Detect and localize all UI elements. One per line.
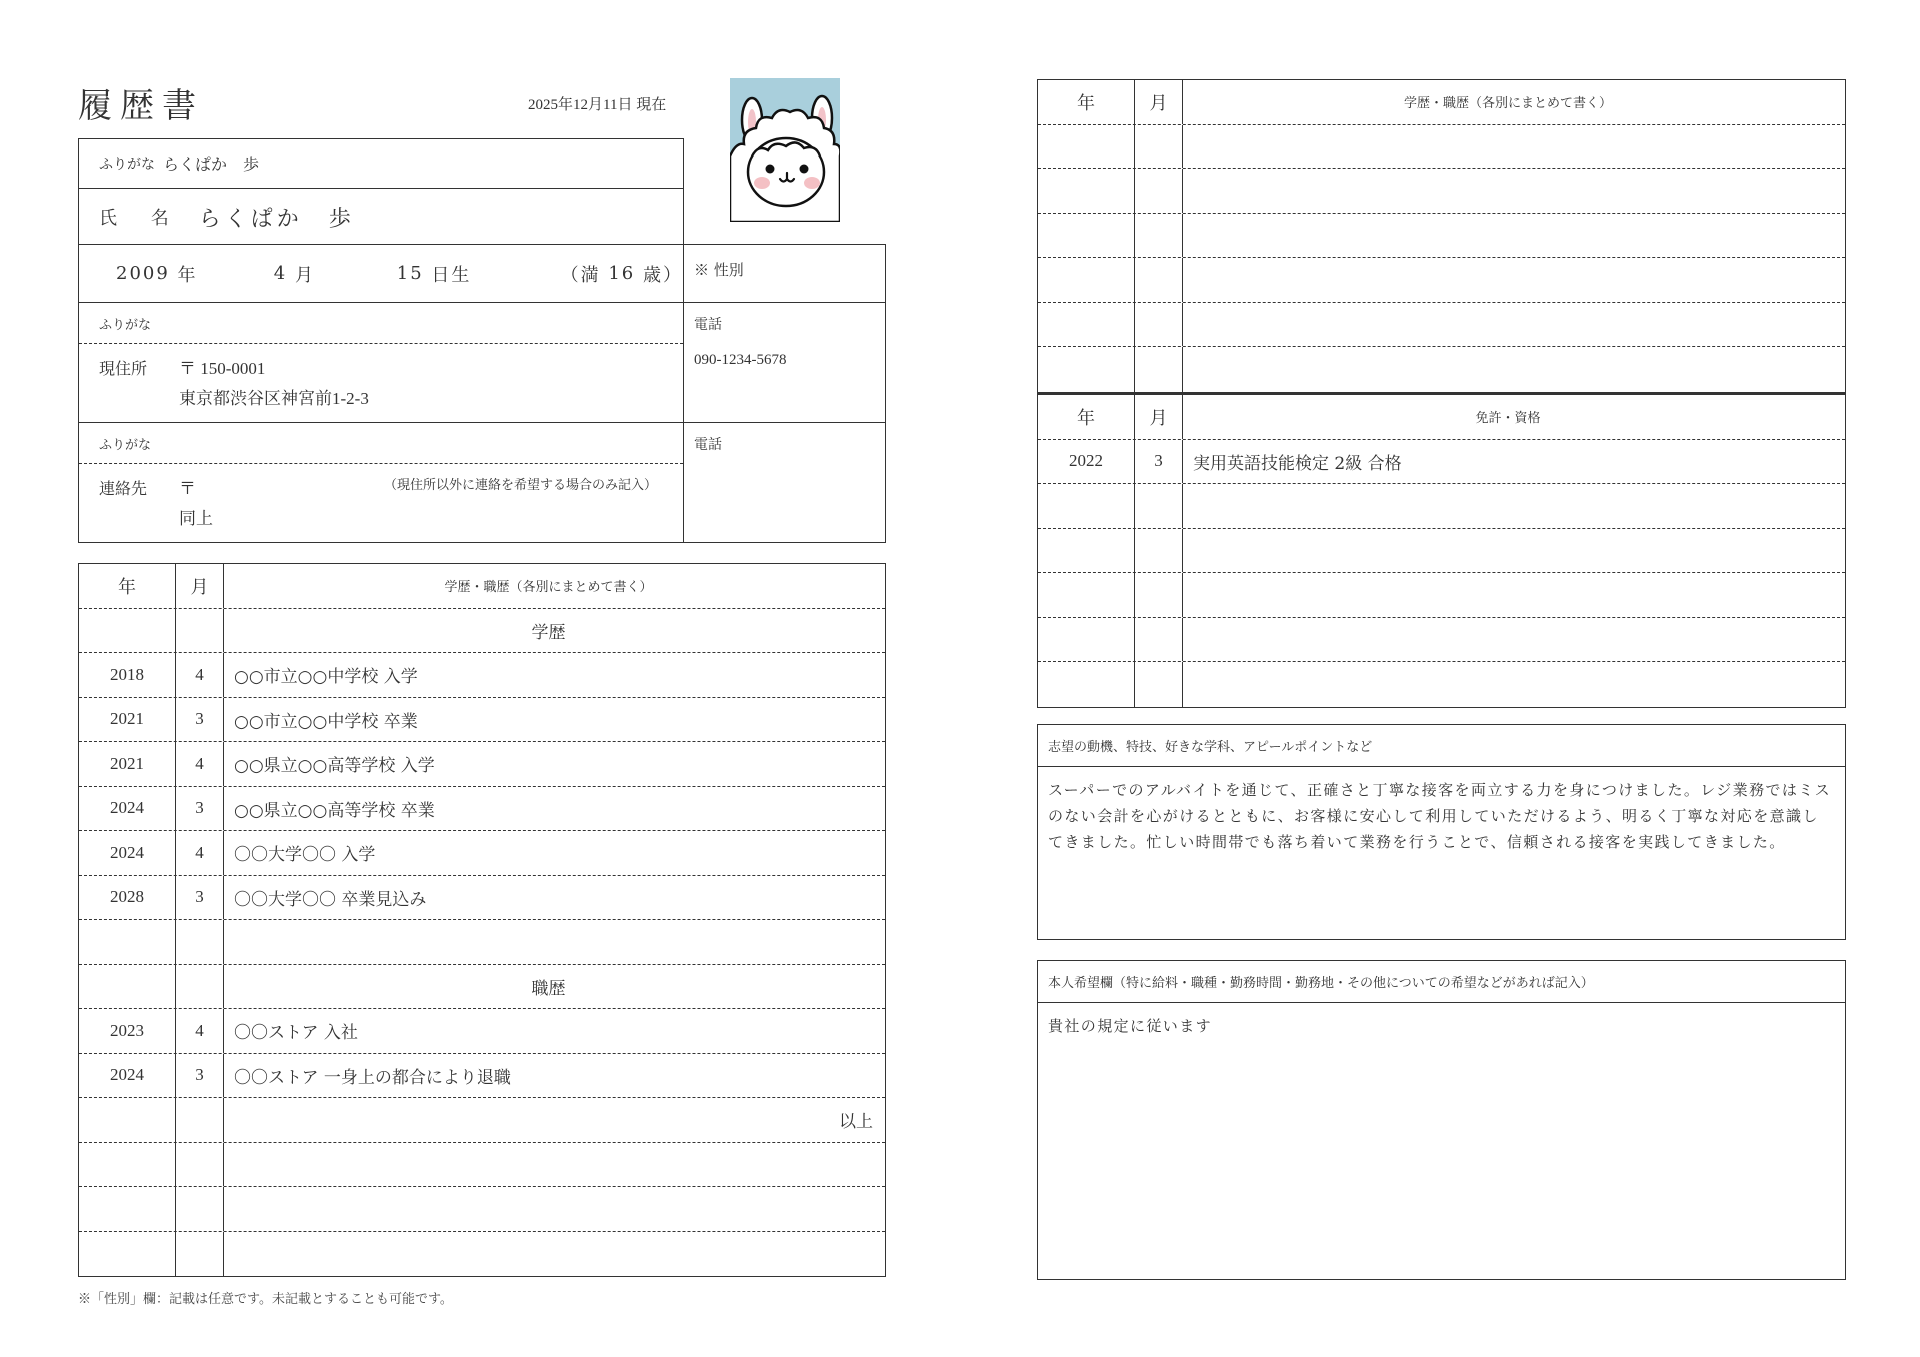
address-field[interactable] xyxy=(79,344,683,424)
row-desc: ○○市立○○中学校 入学 xyxy=(234,667,418,688)
table-row[interactable] xyxy=(1038,618,1845,663)
row-month xyxy=(1135,573,1183,617)
birth-day: 15 xyxy=(396,263,424,284)
row-month xyxy=(1135,618,1183,662)
age-open: （満 xyxy=(560,264,601,286)
motivation-box xyxy=(1037,724,1846,940)
table-row[interactable] xyxy=(79,742,885,787)
table-row[interactable] xyxy=(79,787,885,832)
row-desc: ○○市立○○中学校 卒業 xyxy=(234,711,418,732)
table-row[interactable] xyxy=(1038,529,1845,574)
row-month xyxy=(1135,662,1183,707)
row-year: 2024 xyxy=(79,787,176,831)
desc-header: 学歴・職歴（各別にまとめて書く） xyxy=(444,580,653,596)
row-year: 2018 xyxy=(79,653,176,697)
row-desc: ○○県立○○高等学校 卒業 xyxy=(234,800,435,821)
row-year xyxy=(1038,662,1135,707)
address-furigana[interactable]: ふりがな xyxy=(79,302,683,344)
contact-line: 同上 xyxy=(179,509,213,528)
contact-field[interactable] xyxy=(79,464,683,544)
table-row[interactable] xyxy=(79,831,885,876)
contact-note: （現住所以外に連絡を希望する場合のみ記入） xyxy=(383,478,657,493)
contact-postal: 〒 xyxy=(179,479,196,498)
row-month xyxy=(1135,169,1183,213)
table-row[interactable] xyxy=(1038,662,1845,707)
row-month xyxy=(176,965,224,1009)
row-month: 4 xyxy=(176,653,224,697)
contact-phone-label: 電話 xyxy=(694,437,722,453)
section-heading-work: 職歴 xyxy=(531,978,566,999)
table-row[interactable] xyxy=(1038,258,1845,303)
year-header: 年 xyxy=(1038,395,1135,439)
row-year xyxy=(1038,303,1135,347)
furigana-label: ふりがな xyxy=(99,156,155,173)
row-desc: 〇〇ストア 入社 xyxy=(234,1023,358,1044)
row-month xyxy=(176,609,224,653)
row-year: 2024 xyxy=(79,1054,176,1098)
history-continuation-table xyxy=(1037,79,1846,392)
row-desc xyxy=(1183,347,1845,392)
row-year xyxy=(1038,529,1135,573)
birth-date[interactable] xyxy=(79,245,684,302)
birth-month: 4 xyxy=(273,263,288,284)
gender-label: ※ 性別 xyxy=(694,261,744,279)
row-year xyxy=(79,609,176,653)
row-year xyxy=(79,1098,176,1142)
age-close: 歳） xyxy=(643,264,683,286)
name-box xyxy=(78,138,684,245)
row-month: 3 xyxy=(176,698,224,742)
table-row[interactable] xyxy=(1038,303,1845,348)
row-year xyxy=(79,920,176,964)
alpaca-portrait-icon xyxy=(730,78,840,222)
gender-field[interactable] xyxy=(684,245,885,302)
row-desc xyxy=(224,1143,885,1187)
section-heading-education: 学歴 xyxy=(531,622,566,643)
row-month: 3 xyxy=(176,1054,224,1098)
current-address-block xyxy=(78,302,886,423)
row-year xyxy=(79,1143,176,1187)
year-header: 年 xyxy=(1038,80,1135,124)
row-year xyxy=(1038,618,1135,662)
row-year: 2023 xyxy=(79,1009,176,1053)
birth-year-unit: 年 xyxy=(177,264,198,286)
row-year: 2021 xyxy=(79,698,176,742)
address-label: 現住所 xyxy=(99,359,148,378)
table-row[interactable] xyxy=(79,1232,885,1277)
row-desc xyxy=(1183,573,1845,617)
row-year xyxy=(1038,573,1135,617)
name-row xyxy=(79,189,683,245)
personal-wishes-box xyxy=(1037,960,1846,1280)
row-desc xyxy=(1183,303,1845,347)
name-value[interactable]: らくぱか 歩 xyxy=(198,206,355,232)
month-header: 月 xyxy=(1135,80,1183,124)
contact-furigana[interactable]: ふりがな xyxy=(79,422,683,464)
address-postal: 〒 150-0001 xyxy=(179,359,266,378)
table-row[interactable] xyxy=(79,920,885,965)
table-row[interactable] xyxy=(1038,440,1845,485)
row-year xyxy=(79,1232,176,1277)
row-desc xyxy=(1183,214,1845,258)
row-desc xyxy=(1183,529,1845,573)
row-month: 3 xyxy=(176,787,224,831)
table-row[interactable] xyxy=(79,876,885,921)
table-row[interactable] xyxy=(79,653,885,698)
row-year xyxy=(1038,214,1135,258)
phone-number: 090-1234-5678 xyxy=(694,352,787,368)
row-month xyxy=(1135,125,1183,169)
table-row[interactable] xyxy=(79,1187,885,1232)
row-month xyxy=(1135,303,1183,347)
row-desc xyxy=(1183,125,1845,169)
table-row[interactable] xyxy=(1038,125,1845,170)
wishes-label: 本人希望欄（特に給料・職種・勤務時間・勤務地・その他についての希望などがあれば記入） xyxy=(1038,961,1845,1003)
desc-header: 免許・資格 xyxy=(1475,411,1541,427)
row-desc xyxy=(224,1232,885,1277)
qualifications-table xyxy=(1037,392,1846,708)
motivation-label: 志望の動機、特技、好きな学科、アピールポイントなど xyxy=(1038,725,1845,767)
contact-phone-field[interactable] xyxy=(684,422,885,542)
table-header xyxy=(79,564,885,609)
birth-row xyxy=(78,244,886,303)
row-month xyxy=(176,1143,224,1187)
birth-day-unit: 日生 xyxy=(431,264,472,286)
name-label: 氏 名 xyxy=(99,208,183,229)
month-header: 月 xyxy=(1135,395,1183,439)
name-furigana-row xyxy=(79,139,683,189)
table-row[interactable] xyxy=(1038,573,1845,618)
row-desc xyxy=(1183,258,1845,302)
row-month xyxy=(1135,529,1183,573)
page-title: 履歴書 xyxy=(78,86,204,126)
table-header xyxy=(1038,395,1845,440)
row-desc xyxy=(224,1187,885,1231)
row-desc: 〇〇大学〇〇 卒業見込み xyxy=(234,889,427,910)
row-year: 2024 xyxy=(79,831,176,875)
address-phone-field[interactable] xyxy=(684,302,885,422)
row-month xyxy=(1135,214,1183,258)
table-header xyxy=(1038,80,1845,125)
row-year xyxy=(79,1187,176,1231)
row-month: 3 xyxy=(1135,440,1183,484)
row-desc: 〇〇大学〇〇 入学 xyxy=(234,845,376,866)
education-work-history-table xyxy=(78,563,886,1277)
row-desc: ○○県立○○高等学校 入学 xyxy=(234,756,435,777)
row-desc xyxy=(1183,484,1845,528)
id-photo xyxy=(730,78,840,222)
row-year xyxy=(1038,125,1135,169)
wishes-text[interactable]: 貴社の規定に従います xyxy=(1048,1017,1213,1035)
row-desc xyxy=(1183,169,1845,213)
address-line: 東京都渋谷区神宮前1-2-3 xyxy=(179,389,369,408)
row-year xyxy=(1038,169,1135,213)
row-year xyxy=(1038,347,1135,392)
table-row[interactable] xyxy=(1038,484,1845,529)
row-year: 2028 xyxy=(79,876,176,920)
table-row[interactable] xyxy=(79,1143,885,1188)
row-month: 4 xyxy=(176,742,224,786)
row-desc xyxy=(224,920,885,964)
row-desc: 〇〇ストア 一身上の都合により退職 xyxy=(234,1067,511,1088)
end-marker: 以上 xyxy=(839,1112,873,1133)
phone-label: 電話 xyxy=(694,317,722,333)
row-year xyxy=(1038,484,1135,528)
row-month xyxy=(1135,258,1183,302)
row-year xyxy=(79,965,176,1009)
motivation-text[interactable]: スーパーでのアルバイトを通じて、正確さと丁寧な接客を両立する力を身につけました。レジ業務ではミスのない会計を心がけるとともに、お客様に安心して利用していただけるよう、明るく丁寧な対応を意識してきました。忙しい時間帯でも落ち着いて業務を行うことで、信頼される接客を実践してきました。 xyxy=(1048,781,1832,851)
row-desc xyxy=(1183,618,1845,662)
birth-month-unit: 月 xyxy=(294,264,315,286)
year-header: 年 xyxy=(79,564,176,608)
table-row[interactable] xyxy=(79,965,885,1010)
row-month xyxy=(176,1187,224,1231)
table-row[interactable] xyxy=(79,1054,885,1099)
table-row[interactable] xyxy=(1038,169,1845,214)
row-month xyxy=(176,1098,224,1142)
row-desc xyxy=(1183,662,1845,707)
row-month: 4 xyxy=(176,1009,224,1053)
contact-label: 連絡先 xyxy=(99,479,148,498)
row-month: 3 xyxy=(176,876,224,920)
age-value: 16 xyxy=(608,263,636,284)
row-month: 4 xyxy=(176,831,224,875)
row-year xyxy=(1038,258,1135,302)
row-month xyxy=(1135,484,1183,528)
table-row[interactable] xyxy=(1038,347,1845,392)
table-row[interactable] xyxy=(79,1098,885,1143)
table-row[interactable] xyxy=(1038,214,1845,259)
gender-footnote: ※「性別」欄：記載は任意です。未記載とすることも可能です。 xyxy=(78,1292,453,1307)
table-row[interactable] xyxy=(79,609,885,654)
desc-header: 学歴・職歴（各別にまとめて書く） xyxy=(1403,96,1612,112)
contact-address-block xyxy=(78,422,886,543)
as-of-date: 2025年12月11日 現在 xyxy=(528,97,667,113)
row-month xyxy=(1135,347,1183,392)
row-month xyxy=(176,1232,224,1277)
row-year: 2021 xyxy=(79,742,176,786)
table-row[interactable] xyxy=(79,698,885,743)
row-year: 2022 xyxy=(1038,440,1135,484)
name-furigana-value[interactable]: らくぱか 歩 xyxy=(163,155,260,174)
table-row[interactable] xyxy=(79,1009,885,1054)
row-month xyxy=(176,920,224,964)
row-desc: 実用英語技能検定 2級 合格 xyxy=(1193,453,1402,474)
month-header: 月 xyxy=(176,564,224,608)
birth-year: 2009 xyxy=(116,263,170,284)
